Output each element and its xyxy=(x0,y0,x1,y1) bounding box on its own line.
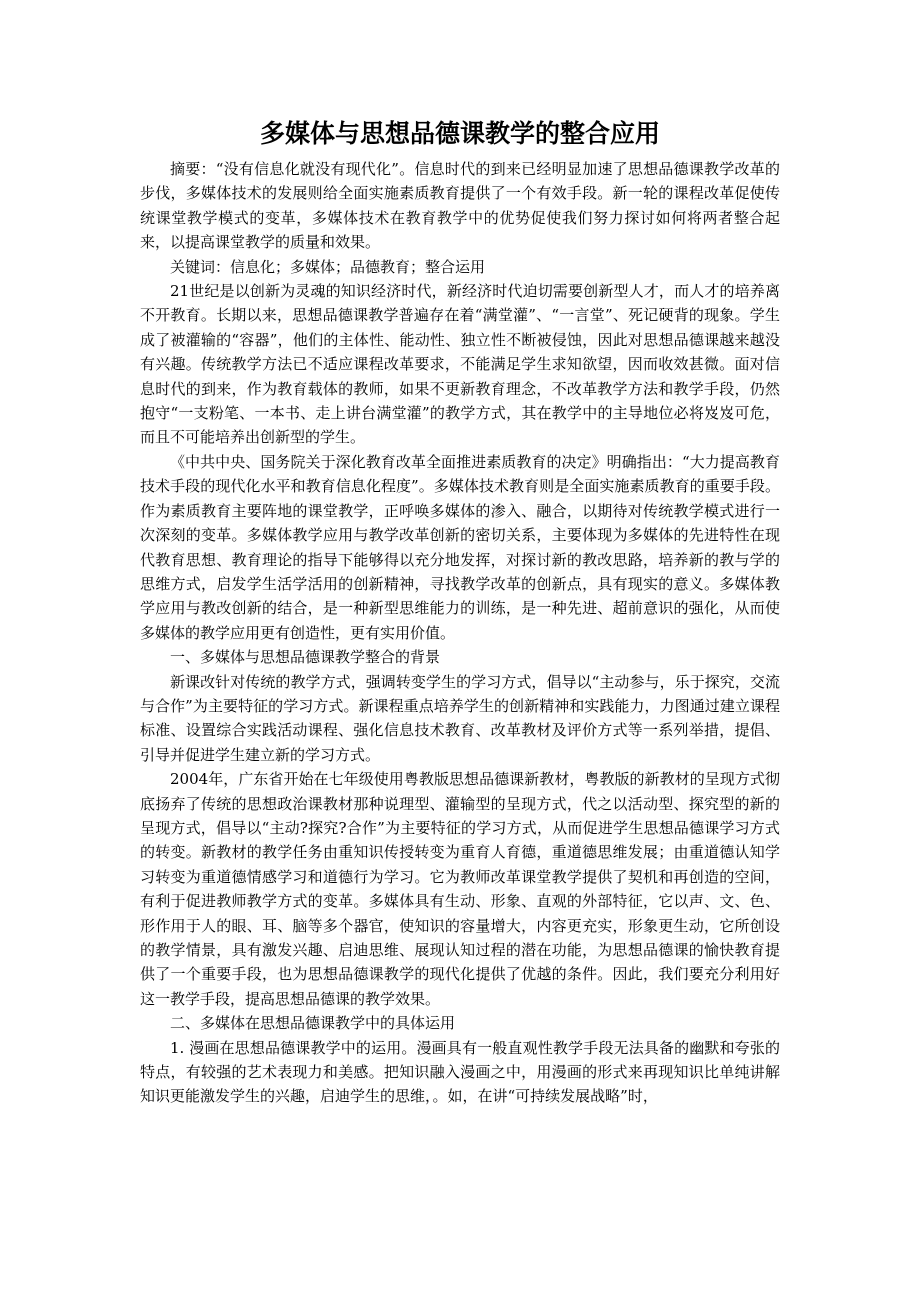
document-title: 多媒体与思想品德课教学的整合应用 xyxy=(259,119,660,148)
body-paragraph: 《中共中央、国务院关于深化教育改革全面推进素质教育的决定》明确指出：“大力提高教育技术手段的现代化水平和教育信息化程度”。多媒体技术教育则是全面实施素质教育的重要手段。作为素质教育主要阵地的课堂教学，正呼唤多媒体的渗入、融合，以期待对传统教学模式进行一次深刻的变革。多媒体教学应用与教学改革创新的密切关系，主要体现为多媒体的先进特性在现代教育思想、教育理论的指导下能够得以充分地发挥，对探讨新的教改思路，培养新的教与学的思维方式，启发学生活学活用的创新精神，寻找教学改革的创新点，具有现实的意义。多媒体教学应用与教改创新的结合，是一种新型思维能力的训练，是一种先进、超前意识的强化，从而使多媒体的教学应用更有创造性，更有实用价值。 xyxy=(140,452,780,642)
body-paragraph: 2004年，广东省开始在七年级使用粤教版思想品德课新教材，粤教版的新教材的呈现方式彻底扬弃了传统的思想政治课教材那种说理型、灌输型的呈现方式，代之以活动型、探究型的新的呈现方式，倡导以“主动?探究?合作”为主要特征的学习方式，从而促进学生思想品德课学习方式的转变。新教材的教学任务由重知识传授转变为重育人育德，重道德思维发展；由重道德认知学习转变为重道德情感学习和道德行为学习。它为教师改革课堂教学提供了契机和再创造的空间，有利于促进教师教学方式的变革。多媒体具有生动、形象、直观的外部特征，它以声、文、色、形作用于人的眼、耳、脑等多个器官，使知识的容量增大，内容更充实，形象更生动，它所创设的教学情景，具有激发兴趣、启迪思维、展现认知过程的潜在功能，为思想品德课的愉快教育提供了一个重要手段，也为思想品德课教学的现代化提供了优越的条件。因此，我们要充分利用好这一教学手段，提高思想品德课的教学效果。 xyxy=(140,770,780,1008)
body-paragraph: 新课改针对传统的教学方式，强调转变学生的学习方式，倡导以“主动参与，乐于探究，交流与合作”为主要特征的学习方式。新课程重点培养学生的创新精神和实践能力，力图通过建立课程标准、设置综合实践活动课程、强化信息技术教育、改革教材及评价方式等一系列举措，提倡、引导并促进学生建立新的学习方式。 xyxy=(140,672,780,764)
keywords-paragraph: 关键词：信息化；多媒体；品德教育；整合运用 xyxy=(170,257,486,276)
document-body xyxy=(140,157,780,1109)
body-paragraph: 1. 漫画在思想品德课教学中的运用。漫画具有一般直观性教学手段无法具备的幽默和夸张的特点，有较强的艺术表现力和美感。把知识融入漫画之中，用漫画的形式来再现知识比单纯讲解知识更能激发学生的兴趣，启迪学生的思维，。如，在讲“可持续发展战略”时， xyxy=(140,1038,780,1106)
section-heading: 二、多媒体在思想品德课教学中的具体运用 xyxy=(170,1014,456,1033)
abstract-paragraph: 摘要：“没有信息化就没有现代化”。信息时代的到来已经明显加速了思想品德课教学改革的步伐，多媒体技术的发展则给全面实施素质教育提供了一个有效手段。新一轮的课程改革促使传统课堂教学模式的变革，多媒体技术在教育教学中的优势促使我们努力探讨如何将两者整合起来，以提高课堂教学的质量和效果。 xyxy=(140,160,780,252)
section-heading: 一、多媒体与思想品德课教学整合的背景 xyxy=(170,648,441,667)
body-paragraph: 21世纪是以创新为灵魂的知识经济时代，新经济时代迫切需要创新型人才，而人才的培养离不开教育。长期以来，思想品德课教学普遍存在着“满堂灌”、“一言堂”、死记硬背的现象。学生成了被灌输的“容器”，他们的主体性、能动性、独立性不断被侵蚀，因此对思想品德课越来越没有兴趣。传统教学方法已不适应课程改革要求，不能满足学生求知欲望，因而收效甚微。面对信息时代的到来，作为教育载体的教师，如果不更新教育理念，不改革教学方法和教学手段，仍然抱守“一支粉笔、一本书、走上讲台满堂灌”的教学方式，其在教学中的主导地位必将岌岌可危，而且不可能培养出创新型的学生。 xyxy=(140,282,780,447)
